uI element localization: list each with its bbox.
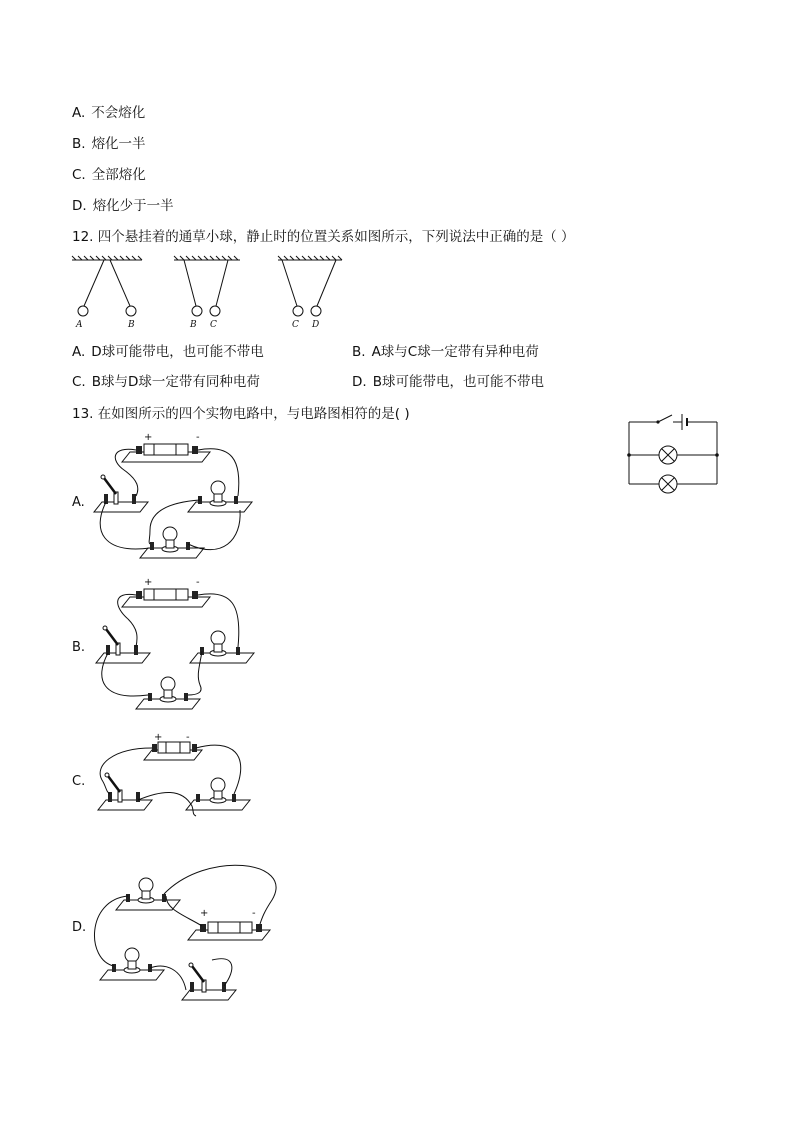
lamp-bottom (100, 948, 164, 980)
ball-label: B (128, 320, 135, 330)
q13-option-a-label[interactable]: A. (72, 495, 85, 510)
q13-stem: 13. 在如图所示的四个实物电路中，与电路图相符的是( ) (72, 406, 410, 422)
q12-balls-figure (70, 254, 360, 334)
battery-plus-sign: + (200, 908, 209, 919)
q13-option-d-label[interactable]: D. (72, 920, 87, 935)
option-letter: B. (72, 136, 86, 152)
q11-option-a[interactable] (72, 104, 145, 122)
ball-pair-ab (72, 256, 142, 330)
battery-plus-sign: + (154, 732, 163, 743)
switch (98, 773, 152, 810)
q11-option-d[interactable] (72, 197, 174, 215)
battery-minus-sign: - (186, 732, 190, 743)
lamp (186, 778, 250, 810)
battery-minus-sign: - (196, 432, 200, 443)
battery-holder (122, 577, 210, 607)
battery-minus-sign: - (252, 908, 256, 919)
circuit-d-figure (86, 850, 286, 1010)
q13-option-c-label[interactable]: C. (72, 774, 86, 789)
option-text: 不会熔化 (91, 105, 146, 121)
battery-holder (122, 432, 210, 462)
battery-plus-sign: + (144, 432, 153, 443)
ball-label: C (292, 320, 299, 330)
ball-pair-cd (278, 256, 342, 330)
switch (94, 475, 148, 512)
circuit-a-figure (92, 430, 272, 570)
q12-option-d[interactable] (352, 373, 544, 391)
battery-minus-sign: - (196, 577, 200, 588)
q12-option-b[interactable] (352, 343, 539, 361)
q12-option-c[interactable] (72, 373, 260, 391)
option-text: A球与C球一定带有异种电荷 (371, 344, 539, 360)
q11-option-c[interactable] (72, 166, 146, 184)
battery-plus-sign: + (144, 577, 153, 588)
option-letter: A. (72, 344, 86, 360)
option-text: 熔化一半 (91, 136, 146, 152)
lamp-right (190, 631, 254, 663)
reference-circuit-diagram (627, 410, 723, 490)
q12-option-a[interactable] (72, 343, 264, 361)
option-text: B球可能带电，也可能不带电 (372, 374, 544, 390)
option-text: D球可能带电，也可能不带电 (91, 344, 264, 360)
switch (96, 626, 150, 663)
lamp-symbol-2 (659, 475, 677, 493)
ball-label: D (312, 320, 320, 330)
option-letter: C. (72, 374, 86, 390)
option-text: 全部熔化 (91, 167, 146, 183)
ball-label: B (190, 320, 197, 330)
battery-holder (144, 732, 202, 760)
option-letter: D. (72, 198, 87, 214)
q11-option-b[interactable] (72, 135, 146, 153)
ball-label: C (210, 320, 217, 330)
switch-blade (658, 415, 672, 422)
q12-stem: 12. 四个悬挂着的通草小球，静止时的位置关系如图所示，下列说法中正确的是（ ） (72, 229, 575, 245)
circuit-c-figure (92, 730, 272, 830)
option-letter: B. (352, 344, 366, 360)
option-text: 熔化少于一半 (92, 198, 174, 214)
battery-holder (188, 908, 270, 940)
option-text: B球与D球一定带有同种电荷 (91, 374, 260, 390)
ball-pair-bc (174, 256, 240, 330)
option-letter: C. (72, 167, 86, 183)
option-letter: A. (72, 105, 86, 121)
lamp-bottom (136, 677, 200, 709)
switch (182, 963, 236, 1000)
circuit-b-figure (92, 575, 272, 715)
q13-option-b-label[interactable]: B. (72, 640, 86, 655)
lamp-top (116, 878, 180, 910)
option-letter: D. (352, 374, 367, 390)
lamp-symbol-1 (659, 446, 677, 464)
ball-label: A (76, 320, 83, 330)
lamp-right (188, 481, 252, 512)
